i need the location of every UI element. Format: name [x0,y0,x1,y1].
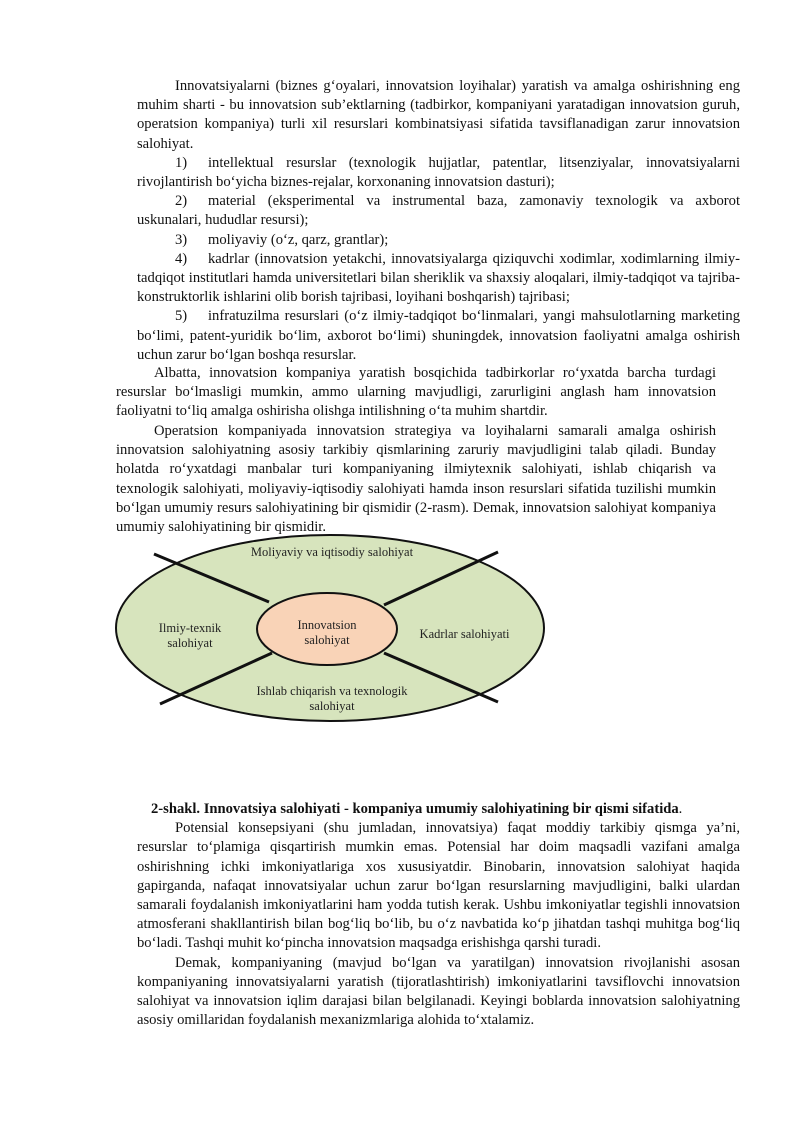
figure-caption: 2-shakl. Innovatsiya salohiyati - kompaniya umumiy salohiyatining bir qismi sifatida. [151,801,683,817]
label-production-potential: Ishlab chiqarish va texnologik salohiyat [256,684,408,713]
list-item-number: 2) [175,193,188,210]
label-innovation-potential: Innovatsion salohiyat [297,618,357,647]
label-financial-potential: Moliyaviy va iqtisodiy salohiyat [250,545,414,559]
list-item [137,307,740,365]
list-item-text: moliyaviy (o‘z, qarz, grantlar); [208,231,389,248]
list-item-number: 5) [175,308,188,325]
intro-section [137,77,740,365]
paragraph-5: Demak, kompaniyaning (mavjud bo‘lgan va yaratilgan) innovatsion rivojlanishi asosan kompaniyaning innovatsiyalarni yaratish (tijoratlashtirish) imkoniyatlarini tavsiflovchi innovatsion salohiyat va innovatsion iqlim darajasi bilan belgilanadi. Keyingi boblarda innovatsion salohiyatning asosiy omillaridan foydalanish mexanizmlariga alohida to‘xtalamiz. [137,954,740,1029]
label-scientific-potential: Ilmiy-texnik salohiyat [158,621,222,650]
list-item [137,250,740,308]
list-item [137,192,740,230]
list-item-number: 3) [175,231,188,248]
list-item-text: material (eksperimental va instrumental baza, zamonaviy texnologik va axborot uskunalari, hududlar resursi); [137,193,740,229]
paragraph-2: Albatta, innovatsion kompaniya yaratish bosqichida tadbirkorlar ro‘yxatda barcha turdagi resurslar bo‘lmasligi mumkin, ammo ularning mavjudligi, zarurligini anglash ham innovatsion faoliyatni to‘liq amalga oshirisha olishga intilishning o‘ta muhim shartdir. [116,365,716,420]
after-figure-section [137,800,740,1030]
potential-diagram [112,532,548,724]
label-personnel-potential: Kadrlar salohiyati [419,627,510,641]
paragraph-3: Operatsion kompaniyada innovatsion strategiya va loyihalarni samarali amalga oshirish innovatsion salohiyatning asosiy tarkibiy qismlarining zaruriy mavjudligini talab qiladi. Bunday holatda ro‘yxatdagi manbalar turi kompaniyaning ilmiytexnik salohiyati, ishlab chiqarish va texnologik salohiyati, moliyaviy-iqtisodiy salohiyati hamda inson resurslari sifatida tuzilishi mumkin bo‘lgan umumiy resurs salohiyatining bir qismidir (2-rasm). Demak, innovatsion salohiyat kompaniya umumiy salohiyatining bir qismidir. [116,423,716,536]
list-item [137,154,740,192]
list-item [137,231,740,250]
list-item-number: 4) [175,250,188,267]
list-item-text: intellektual resurslar (texnologik hujjatlar, patentlar, litsenziyalar, innovatsiyalarni rivojlantirish bo‘yicha biznes-rejalar, korxonaning innovatsion dasturi); [137,154,740,191]
list-item-text: infratuzilma resurslari (o‘z ilmiy-tadqiqot bo‘linmalari, yangi mahsulotlarning marketing bo‘limi, patent-yuridik bo‘lim, axborot bo‘limi) shuningdek, innovatsion faoliyatni amalga oshirish uchun zarur bo‘lgan boshqa resurslar. [137,308,740,363]
list-item-text: kadrlar (innovatsion yetakchi, innovatsiyalarga qiziquvchi xodimlar, xodimlarning ilmiy-tadqiqot institutlari hamda universitetlari bilan sheriklik va shaxsiy aloqalari, ilmiy-tadqiqot va tajriba-konstruktorlik ishlarini olib borish tajribasi, loyihani boshqarish) tajribasi; [137,250,740,306]
list-item-number: 1) [175,154,188,171]
paragraph-4: Potensial konsepsiyani (shu jumladan, innovatsiya) faqat moddiy tarkibiy qismga ya’ni, resurslar to‘plamiga qisqartirish mumkin emas. Potensial har doim maqsadli vazifani amalga oshirishning ichki imkoniyatlariga xos xususiyatdir. Binobarin, innovatsion salohiyat haqida gapirganda, nafaqat innovatsiyalar uchun zarur bo‘lgan resurslarning mavjudligini, balki ulardan samarali foydalanish imkoniyatlarini ham yodda tutish kerak. Ushbu imkoniyatlar tegishli innovatsion atmosferani shakllantirish bilan bog‘liq bo‘lib, bu o‘z navbatida ko‘p jihatdan tashqi muhitga bog‘liq bo‘ladi. Tashqi muhit ko‘pincha innovatsion maqsadga erishishga qarshi turadi. [137,820,740,952]
intro-paragraph: Innovatsiyalarni (biznes g‘oyalari, innovatsion loyihalar) yaratish va amalga oshirishning eng muhim sharti - bu innovatsion sub’ektlarning (tadbirkor, kompaniyani yaratadigan innovatsion guruh, operatsion kompaniya) turli xil resurslari kombinatsiyasi sifatida tavsiflanadigan zarur innovatsion salohiyat. [137,78,740,152]
